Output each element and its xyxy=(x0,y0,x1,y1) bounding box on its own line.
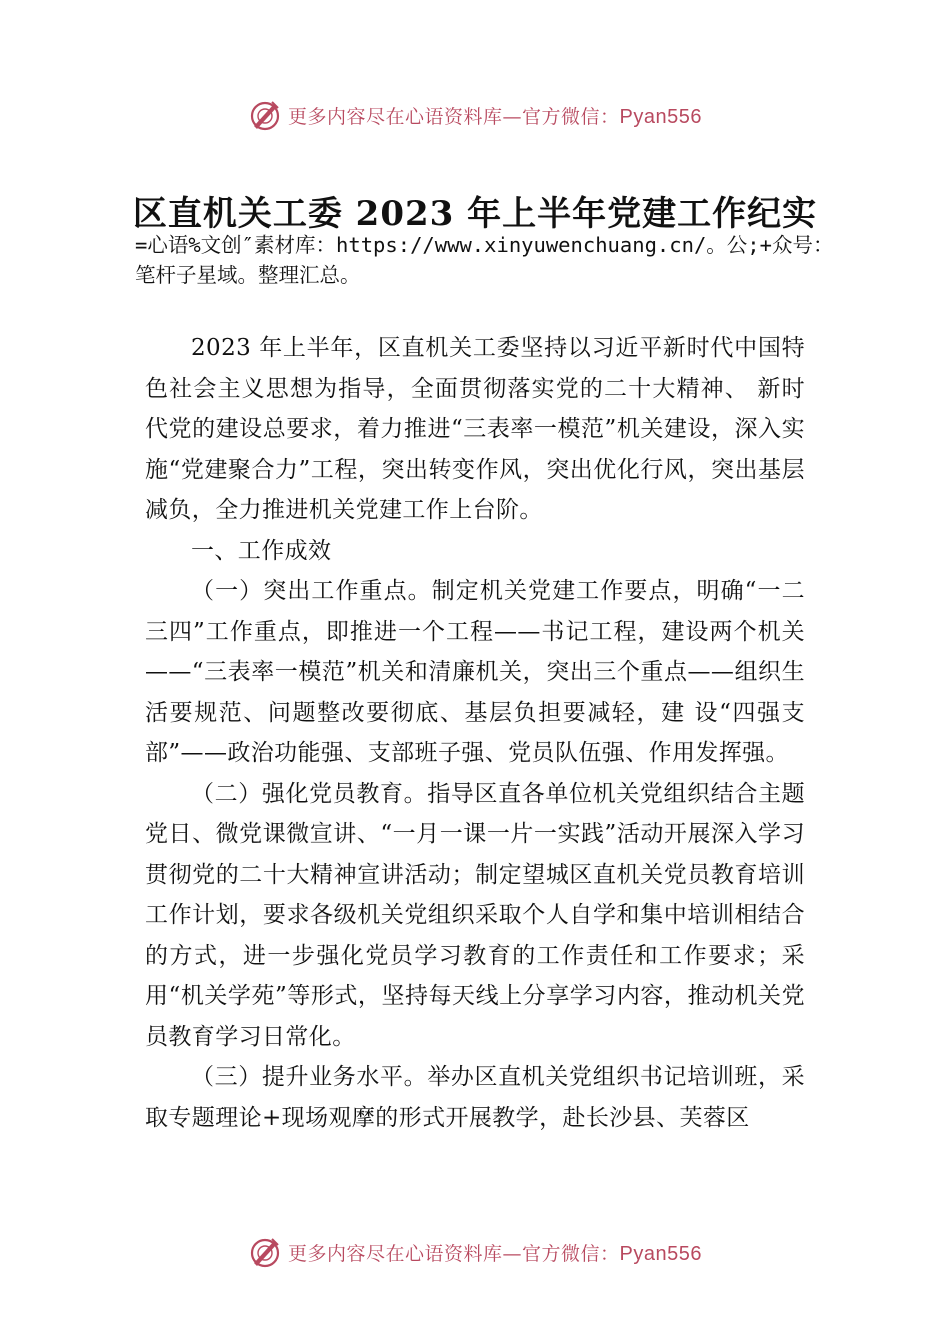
banner-wechat-id: Pyan556 xyxy=(619,1242,702,1265)
document-body xyxy=(145,328,805,1138)
item-paragraph-1: （一）突出工作重点。制定机关党建工作要点，明确“一二三四”工作重点，即推进一个工程——书记工程，建设两个机关——“三表率一模范”机关和清廉机关，突出三个重点——组织生活要规范、问题整改要彻底、基层负担要减轻，建 设“四强支部”——政治功能强、支部班子强、党员队伍强、作用发挥强。 xyxy=(145,578,805,766)
xinyu-logo-icon xyxy=(248,98,282,132)
section-heading-1: 一、工作成效 xyxy=(191,537,332,564)
document-title: 区直机关工委 2023 年上半年党建工作纪实 xyxy=(132,194,818,234)
banner-text xyxy=(288,1239,702,1266)
banner-label: 更多内容尽在心语资料库—官方微信： xyxy=(288,105,620,128)
item-paragraph-3: （三）提升业务水平。举办区直机关党组织书记培训班，采取专题理论+现场观摩的形式开展教学，赴长沙县、芙蓉区 xyxy=(145,1064,805,1131)
xinyu-logo-icon xyxy=(248,1235,282,1269)
intro-paragraph: 2023 年上半年，区直机关工委坚持以习近平新时代中国特色社会主义思想为指导，全面贯彻落实党的二十大精神、 新时代党的建设总要求，着力推进“三表率一模范”机关建设，深入实施“党建聚合力”工程，突出转变作风，突出优化行风，突出基层减负，全力推进机关党建工作上台阶。 xyxy=(145,335,805,523)
top-watermark-banner xyxy=(0,95,950,135)
bottom-watermark-banner xyxy=(0,1232,950,1272)
item-paragraph-2: （二）强化党员教育。指导区直各单位机关党组织结合主题党日、微党课微宣讲、“一月一课一片一实践”活动开展深入学习贯彻党的二十大精神宣讲活动；制定望城区直机关党员教育培训工作计划，要求各级机关党组织采取个人自学和集中培训相结合的方式，进一步强化党员学习教育的工作责任和工作要求；采用“机关学苑”等形式，坚持每天线上分享学习内容，推动机关党员教育学习日常化。 xyxy=(145,780,805,1050)
source-note: =心语%文创″素材库：https://www.xinyuwenchuang.cn/。公;+众号：笔杆子星域。整理汇总。 xyxy=(135,233,834,287)
banner-label: 更多内容尽在心语资料库—官方微信： xyxy=(288,1242,620,1265)
banner-wechat-id: Pyan556 xyxy=(619,105,702,128)
banner-text xyxy=(288,102,702,129)
